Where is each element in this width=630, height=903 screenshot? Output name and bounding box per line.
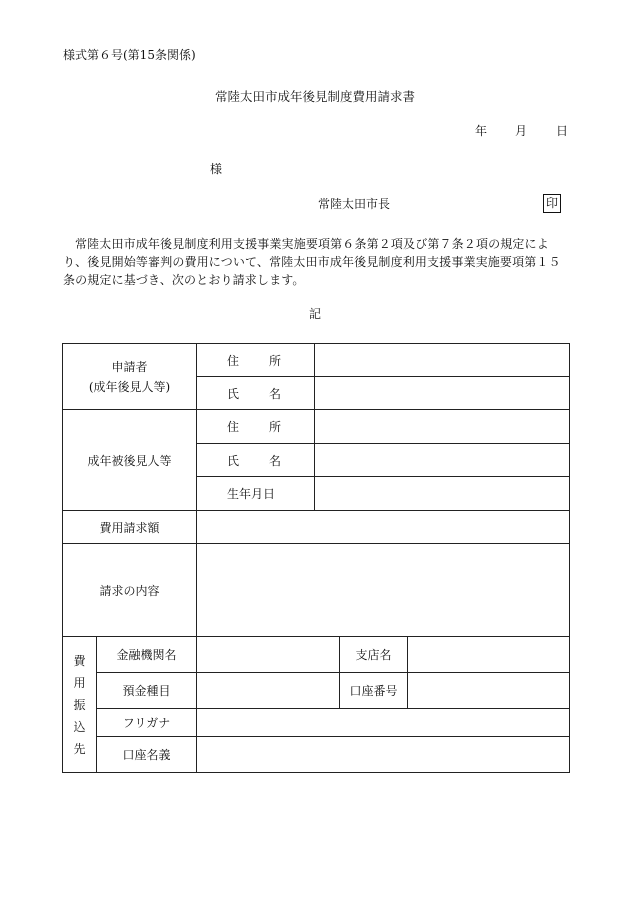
account-number-label: 口座番号 <box>340 673 408 709</box>
branch-name-label: 支店名 <box>340 637 408 673</box>
name-char-1: 氏 <box>227 386 240 401</box>
transfer-char: 用 <box>73 675 86 690</box>
ward-label: 成年被後見人等 <box>87 453 172 468</box>
birthdate-field[interactable] <box>315 477 570 511</box>
recipient-mayor: 常陸太田市長 <box>318 197 391 211</box>
applicant-address-label <box>197 344 315 377</box>
document-title: 常陸太田市成年後見制度費用請求書 <box>214 89 415 104</box>
amount-field[interactable] <box>197 511 570 544</box>
transfer-char: 振 <box>73 697 86 712</box>
address-char-1: 住 <box>227 420 240 434</box>
bank-name-field[interactable] <box>197 637 340 673</box>
applicant-address-field[interactable] <box>315 344 570 377</box>
deposit-row <box>63 673 570 709</box>
applicant-label-cell <box>63 344 197 410</box>
ward-name-label <box>197 444 315 477</box>
furigana-field[interactable] <box>197 709 570 737</box>
address-char-2: 所 <box>269 353 282 368</box>
ki-heading: 記 <box>308 307 321 321</box>
address-char-2: 所 <box>269 420 282 434</box>
applicant-address-row <box>63 344 570 377</box>
ward-address-label <box>197 410 315 444</box>
amount-label: 費用請求額 <box>63 511 197 544</box>
request-body-text <box>63 235 569 289</box>
request-form-table <box>62 343 570 773</box>
address-char-1: 住 <box>227 353 240 368</box>
name-char-2: 名 <box>269 386 282 401</box>
content-field[interactable] <box>197 544 570 637</box>
account-number-field[interactable] <box>408 673 570 709</box>
seal-mark: 印 <box>543 194 561 213</box>
applicant-label: 申請者 <box>111 359 148 374</box>
content-label: 請求の内容 <box>63 544 197 637</box>
furigana-row <box>63 709 570 737</box>
bank-name-label: 金融機関名 <box>97 637 197 673</box>
applicant-name-label <box>197 377 315 410</box>
furigana-label: フリガナ <box>97 709 197 737</box>
amount-row <box>63 511 570 544</box>
birthdate-label: 生年月日 <box>197 477 315 511</box>
ward-label-cell <box>63 410 197 511</box>
name-char-2: 名 <box>269 453 282 468</box>
ward-name-field[interactable] <box>315 444 570 477</box>
content-row <box>63 544 570 637</box>
form-number: 様式第６号(第15条関係) <box>63 48 196 62</box>
transfer-destination-label <box>63 637 97 773</box>
account-holder-row <box>63 737 570 773</box>
account-holder-field[interactable] <box>197 737 570 773</box>
ward-address-row <box>63 410 570 444</box>
date-month-label: 月 <box>515 124 528 138</box>
branch-name-field[interactable] <box>408 637 570 673</box>
transfer-char: 込 <box>73 719 86 734</box>
account-holder-label: 口座名義 <box>97 737 197 773</box>
transfer-char: 費 <box>73 653 86 668</box>
applicant-sub-label: (成年後見人等) <box>88 379 171 394</box>
deposit-type-label: 預金種目 <box>97 673 197 709</box>
body-paragraph: 常陸太田市成年後見制度利用支援事業実施要項第６条第２項及び第７条２項の規定により、後見開始等審判の費用について、常陸太田市成年後見制度利用支援事業実施要項第１５条の規定に基づき、次のとおり請求します。 <box>63 237 561 287</box>
bank-row <box>63 637 570 673</box>
deposit-type-field[interactable] <box>197 673 340 709</box>
name-char-1: 氏 <box>227 453 240 468</box>
applicant-name-field[interactable] <box>315 377 570 410</box>
date-day-label: 日 <box>556 124 569 138</box>
date-year-label: 年 <box>475 124 488 138</box>
ward-address-field[interactable] <box>315 410 570 444</box>
transfer-char: 先 <box>73 741 86 756</box>
addressee-suffix: 様 <box>210 162 223 176</box>
